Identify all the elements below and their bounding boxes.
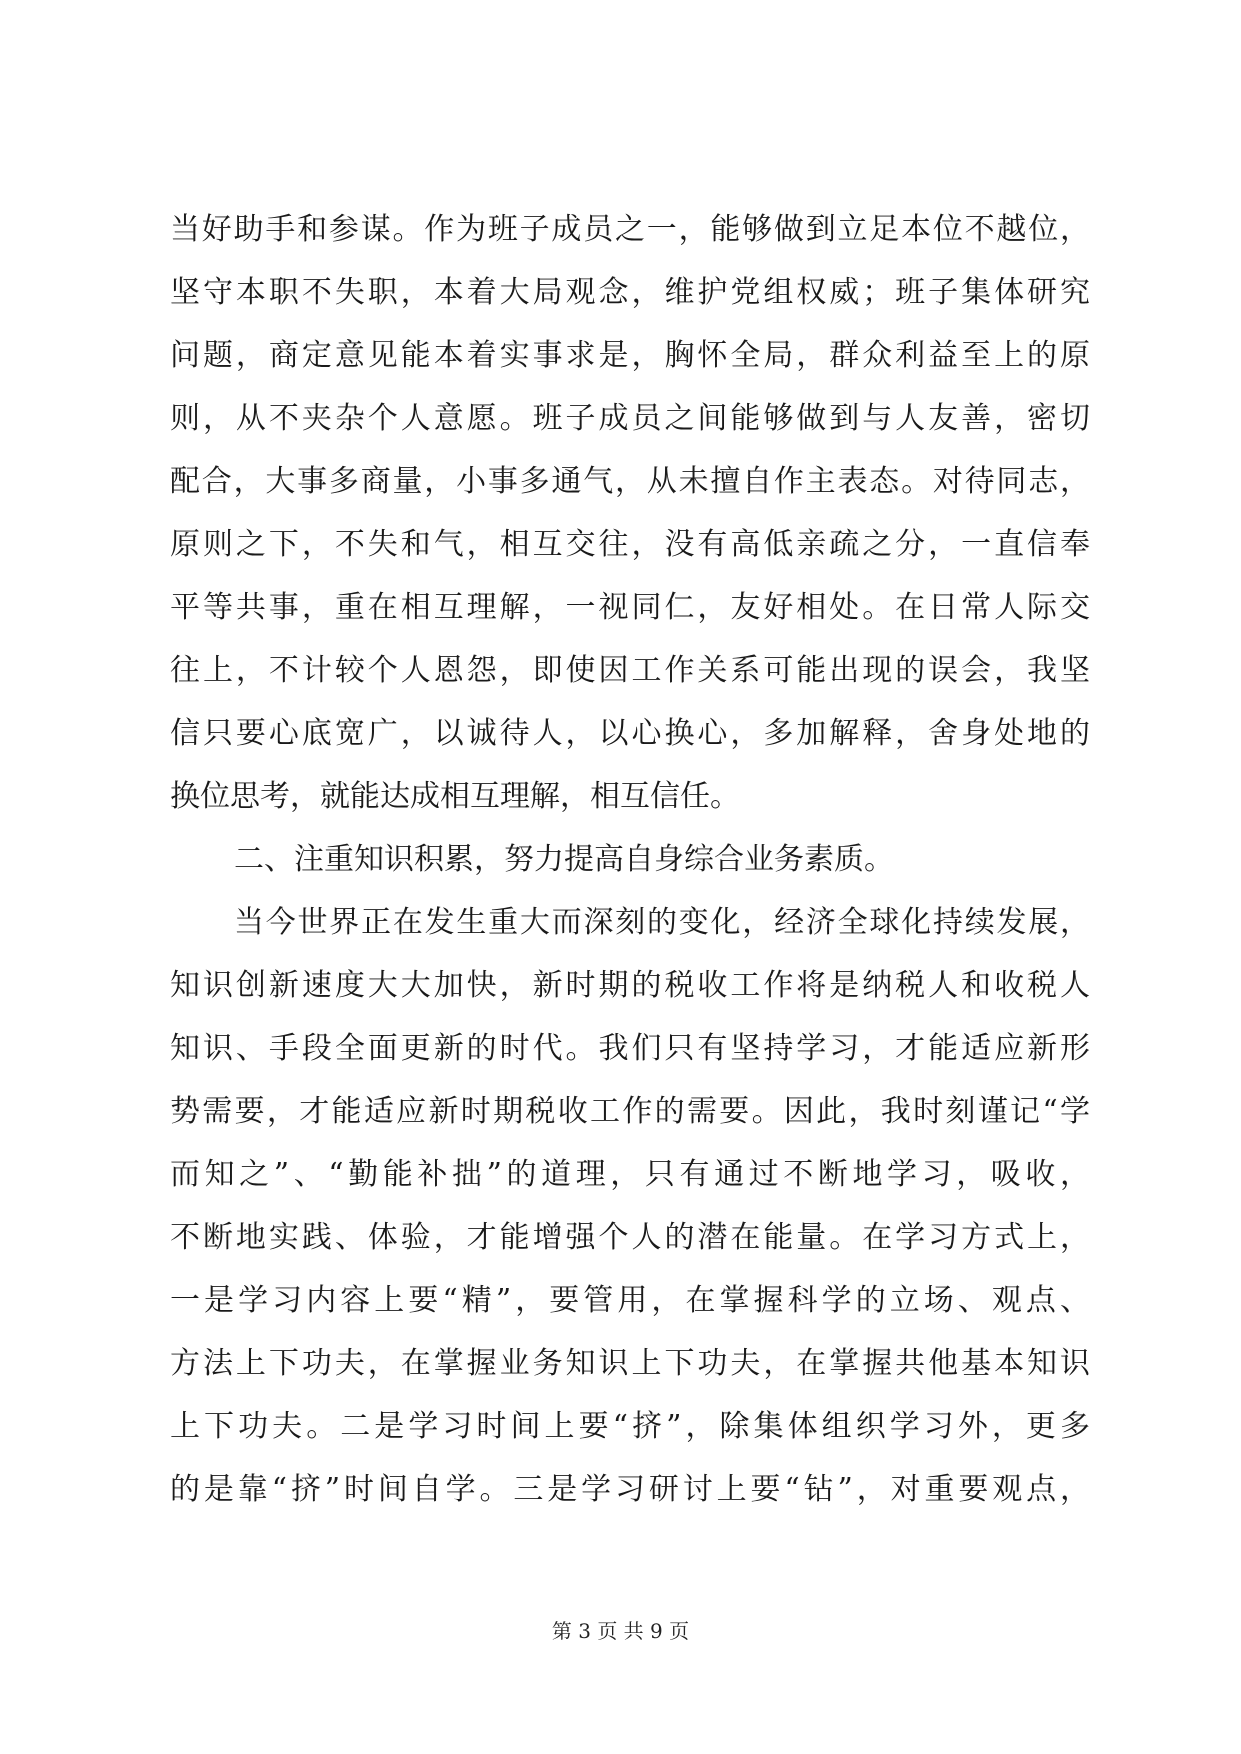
- text-line: 坚守本职不失职，本着大局观念，维护党组权威；班子集体研究: [170, 275, 1090, 310]
- text-line: 问题，商定意见能本着实事求是，胸怀全局，群众利益至上的原: [170, 338, 1090, 373]
- text-line: 知识、手段全面更新的时代。我们只有坚持学习，才能适应新形: [170, 1031, 1090, 1066]
- body-text: [170, 198, 1090, 1521]
- text-line: 配合，大事多商量，小事多通气，从未擅自作主表态。对待同志，: [170, 464, 1090, 499]
- text-line: 而知之”、“勤能补拙”的道理，只有通过不断地学习，吸收，: [170, 1157, 1090, 1192]
- text-line: 不断地实践、体验，才能增强个人的潜在能量。在学习方式上，: [170, 1220, 1090, 1255]
- text-line: 平等共事，重在相互理解，一视同仁，友好相处。在日常人际交: [170, 590, 1090, 625]
- text-line: 的是靠“挤”时间自学。三是学习研讨上要“钻”，对重要观点，: [170, 1472, 1090, 1507]
- text-line: 换位思考，就能达成相互理解，相互信任。: [170, 779, 740, 814]
- text-line: 一是学习内容上要“精”，要管用，在掌握科学的立场、观点、: [170, 1283, 1090, 1318]
- text-line: 则，从不夹杂个人意愿。班子成员之间能够做到与人友善，密切: [170, 401, 1090, 436]
- text-line: 当今世界正在发生重大而深刻的变化，经济全球化持续发展，: [234, 905, 1090, 940]
- page-footer: 第 3 页 共 9 页: [551, 1619, 690, 1643]
- text-line: 势需要，才能适应新时期税收工作的需要。因此，我时刻谨记“学: [170, 1094, 1090, 1129]
- text-line: 信只要心底宽广，以诚待人，以心换心，多加解释，舍身处地的: [170, 716, 1090, 751]
- text-line: 原则之下，不失和气，相互交往，没有高低亲疏之分，一直信奉: [170, 527, 1090, 562]
- text-line: 上下功夫。二是学习时间上要“挤”，除集体组织学习外，更多: [170, 1409, 1090, 1444]
- text-line: 知识创新速度大大加快，新时期的税收工作将是纳税人和收税人: [170, 968, 1090, 1003]
- section-heading: 二、注重知识积累，努力提高自身综合业务素质。: [234, 842, 894, 877]
- text-line: 当好助手和参谋。作为班子成员之一，能够做到立足本位不越位，: [170, 212, 1090, 247]
- text-line: 方法上下功夫，在掌握业务知识上下功夫，在掌握共他基本知识: [170, 1346, 1090, 1381]
- text-line: 往上，不计较个人恩怨，即使因工作关系可能出现的误会，我坚: [170, 653, 1090, 688]
